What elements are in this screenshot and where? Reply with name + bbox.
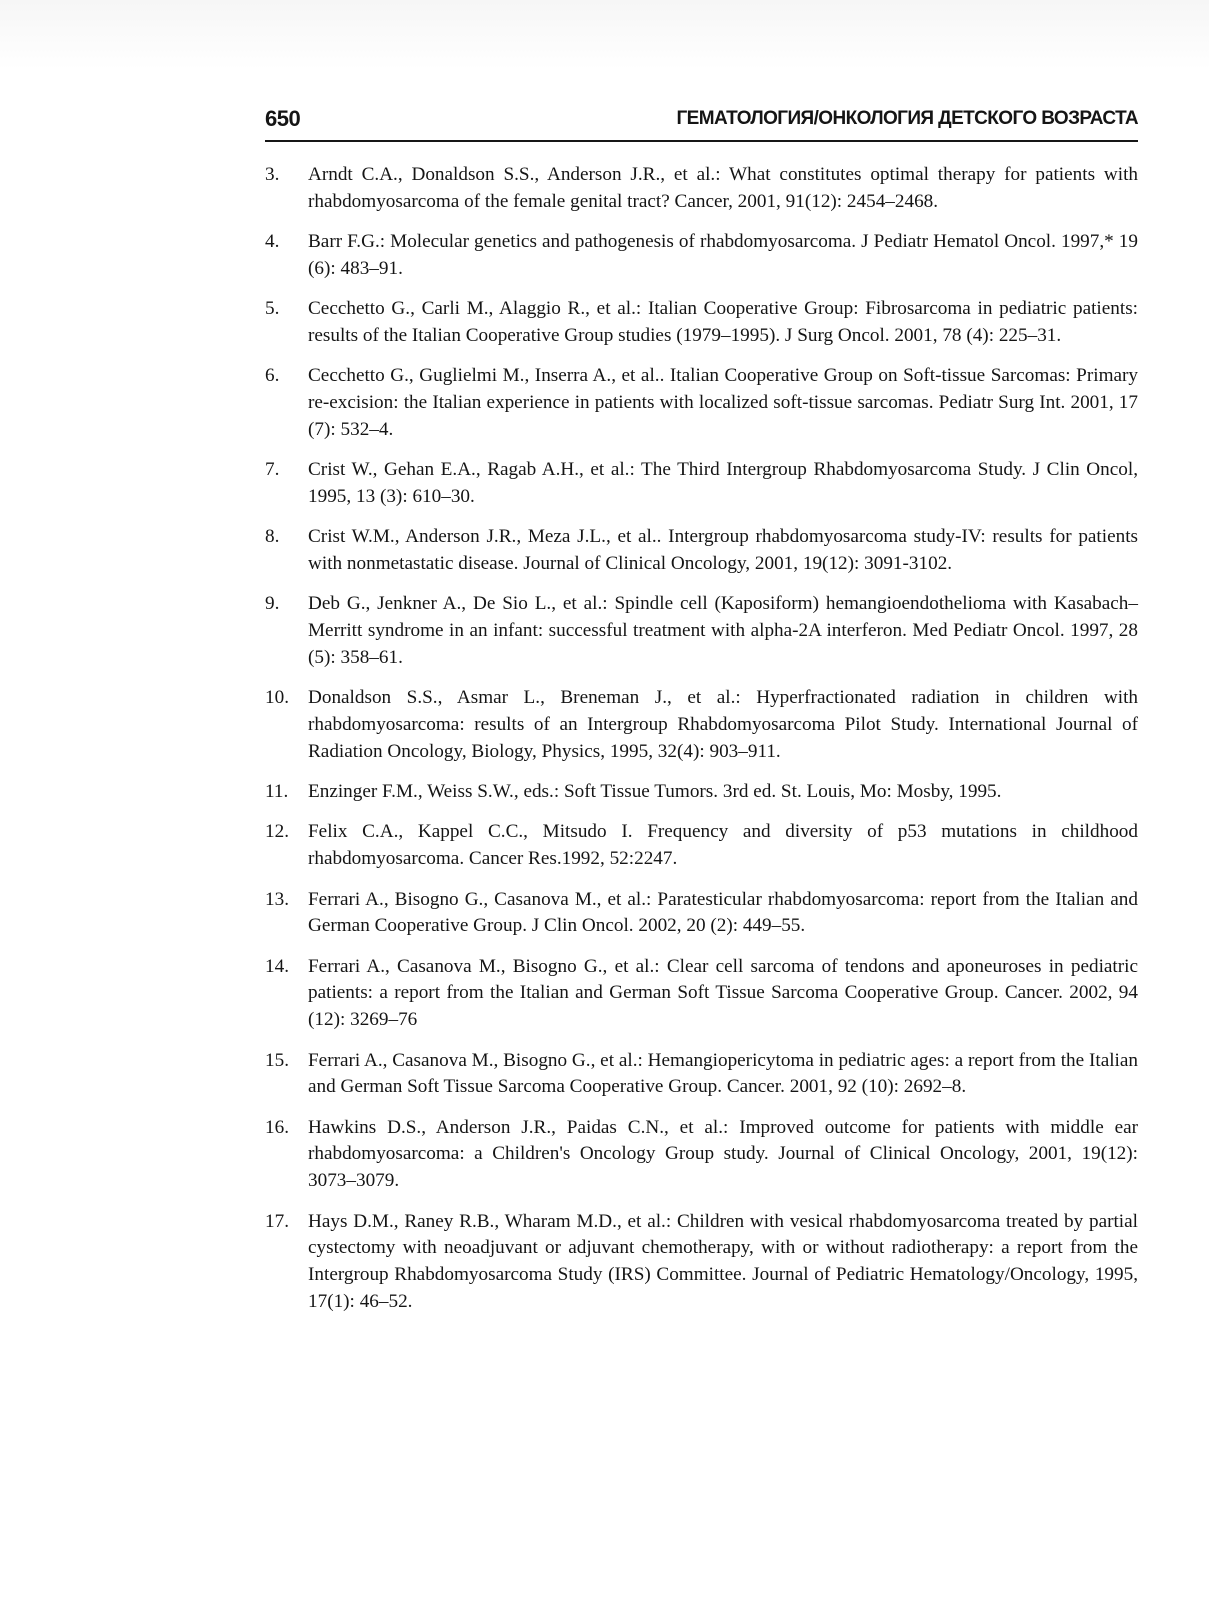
reference-item xyxy=(265,1115,1138,1195)
reference-number: 4. xyxy=(265,231,280,253)
reference-number: 16. xyxy=(265,1116,289,1138)
reference-text: Felix C.A., Kappel C.C., Mitsudo I. Frequency and diversity of p53 mutations in childhood rhabdomyosarcoma. Cancer Res.1992, 52:2247. xyxy=(308,821,1138,870)
running-title: ГЕМАТОЛОГИЯ/ОНКОЛОГИЯ ДЕТСКОГО ВОЗРАСТА xyxy=(676,108,1138,129)
reference-item xyxy=(265,1209,1138,1316)
reference-number: 9. xyxy=(265,593,280,615)
reference-item xyxy=(265,457,1138,511)
reference-number: 15. xyxy=(265,1049,289,1071)
reference-item xyxy=(265,162,1138,216)
reference-text: Crist W., Gehan E.A., Ragab A.H., et al.: The Third Intergroup Rhabdomyosarcoma Study. J Clin Oncol, 1995, 13 (3): 610–30. xyxy=(308,459,1138,507)
reference-text: Deb G., Jenkner A., De Sio L., et al.: Spindle cell (Kaposiform) hemangioendothelioma with Kasabach–Merritt syndrome in an infant: successful treatment with alpha-2A interferon. Med Pediatr Oncol. 1997, 28 (5): 358–61. xyxy=(308,593,1138,668)
reference-item xyxy=(265,1048,1138,1102)
reference-item xyxy=(265,296,1138,350)
reference-text: Cecchetto G., Guglielmi M., Inserra A., et al.. Italian Cooperative Group on Soft-tissue Sarcomas: Primary re-excision: the Italian experience in patients with localized soft-tissue sarcomas. Pediatr Surg Int. 2001, 17 (7): 532–4. xyxy=(308,365,1138,440)
reference-number: 12. xyxy=(265,821,289,843)
reference-text: Cecchetto G., Carli M., Alaggio R., et al.: Italian Cooperative Group: Fibrosarcoma in pediatric patients: results of the Italian Cooperative Group studies (1979–1995). J Surg Oncol. 2001, 78 (4): 225–31. xyxy=(308,298,1138,346)
reference-item xyxy=(265,819,1138,873)
reference-number: 17. xyxy=(265,1210,289,1232)
reference-item xyxy=(265,887,1138,941)
scan-shading xyxy=(0,0,1209,70)
reference-item xyxy=(265,779,1138,806)
reference-text: Ferrari A., Bisogno G., Casanova M., et al.: Paratesticular rhabdomyosarcoma: report from the Italian and German Cooperative Group. J Clin Oncol. 2002, 20 (2): 449–55. xyxy=(308,888,1138,937)
reference-item xyxy=(265,591,1138,671)
reference-number: 3. xyxy=(265,164,280,185)
page-number: 650 xyxy=(265,106,301,131)
header-rule xyxy=(265,140,1138,142)
reference-text: Barr F.G.: Molecular genetics and pathogenesis of rhabdomyosarcoma. J Pediatr Hematol Oncol. 1997,* 19 (6): 483–91. xyxy=(308,231,1138,279)
reference-number: 13. xyxy=(265,888,289,910)
reference-number: 6. xyxy=(265,365,280,387)
reference-number: 14. xyxy=(265,955,289,977)
reference-text: Enzinger F.M., Weiss S.W., eds.: Soft Tissue Tumors. 3rd ed. St. Louis, Mo: Mosby, 1995. xyxy=(308,781,1002,803)
page-header xyxy=(265,106,1138,146)
reference-text: Hawkins D.S., Anderson J.R., Paidas C.N., et al.: Improved outcome for patients with middle ear rhabdomyosarcoma: a Children's Oncology Group study. Journal of Clinical Oncology, 2001, 19(12): 3073–3079. xyxy=(308,1116,1138,1192)
reference-item xyxy=(265,685,1138,765)
reference-number: 10. xyxy=(265,687,289,709)
reference-item xyxy=(265,229,1138,283)
reference-item xyxy=(265,363,1138,443)
reference-text: Crist W.M., Anderson J.R., Meza J.L., et al.. Intergroup rhabdomyosarcoma study-IV: results for patients with nonmetastatic disease. Journal of Clinical Oncology, 2001, 19(12): 3091-3102. xyxy=(308,526,1138,575)
reference-item xyxy=(265,524,1138,578)
reference-item xyxy=(265,954,1138,1034)
reference-list xyxy=(265,162,1138,1329)
reference-number: 5. xyxy=(265,298,280,320)
reference-text: Arndt C.A., Donaldson S.S., Anderson J.R., et al.: What constitutes optimal therapy for patients with rhabdomyosarcoma of the female genital tract? Cancer, 2001, 91(12): 2454–2468. xyxy=(308,164,1138,212)
reference-number: 8. xyxy=(265,526,280,548)
reference-text: Hays D.M., Raney R.B., Wharam M.D., et al.: Children with vesical rhabdomyosarcoma treated by partial cystectomy with neoadjuvant or adjuvant chemotherapy, with or without radiotherapy: a report from the Intergroup Rhabdomyosarcoma Study (IRS) Committee. Journal of Pediatric Hematology/Oncology, 1995, 17(1): 46–52. xyxy=(308,1210,1138,1312)
reference-number: 7. xyxy=(265,459,280,481)
reference-number: 11. xyxy=(265,781,289,803)
reference-text: Donaldson S.S., Asmar L., Breneman J., et al.: Hyperfractionated radiation in children with rhabdomyosarcoma: results of an Intergroup Rhabdomyosarcoma Pilot Study. International Journal of Radiation Oncology, Biology, Physics, 1995, 32(4): 903–911. xyxy=(308,687,1138,762)
reference-text: Ferrari A., Casanova M., Bisogno G., et al.: Hemangiopericytoma in pediatric ages: a report from the Italian and German Soft Tissue Sarcoma Cooperative Group. Cancer. 2001, 92 (10): 2692–8. xyxy=(308,1049,1138,1098)
reference-text: Ferrari A., Casanova M., Bisogno G., et al.: Clear cell sarcoma of tendons and aponeuroses in pediatric patients: a report from the Italian and German Soft Tissue Sarcoma Cooperative Group. Cancer. 2002, 94 (12): 3269–76 xyxy=(308,955,1138,1031)
